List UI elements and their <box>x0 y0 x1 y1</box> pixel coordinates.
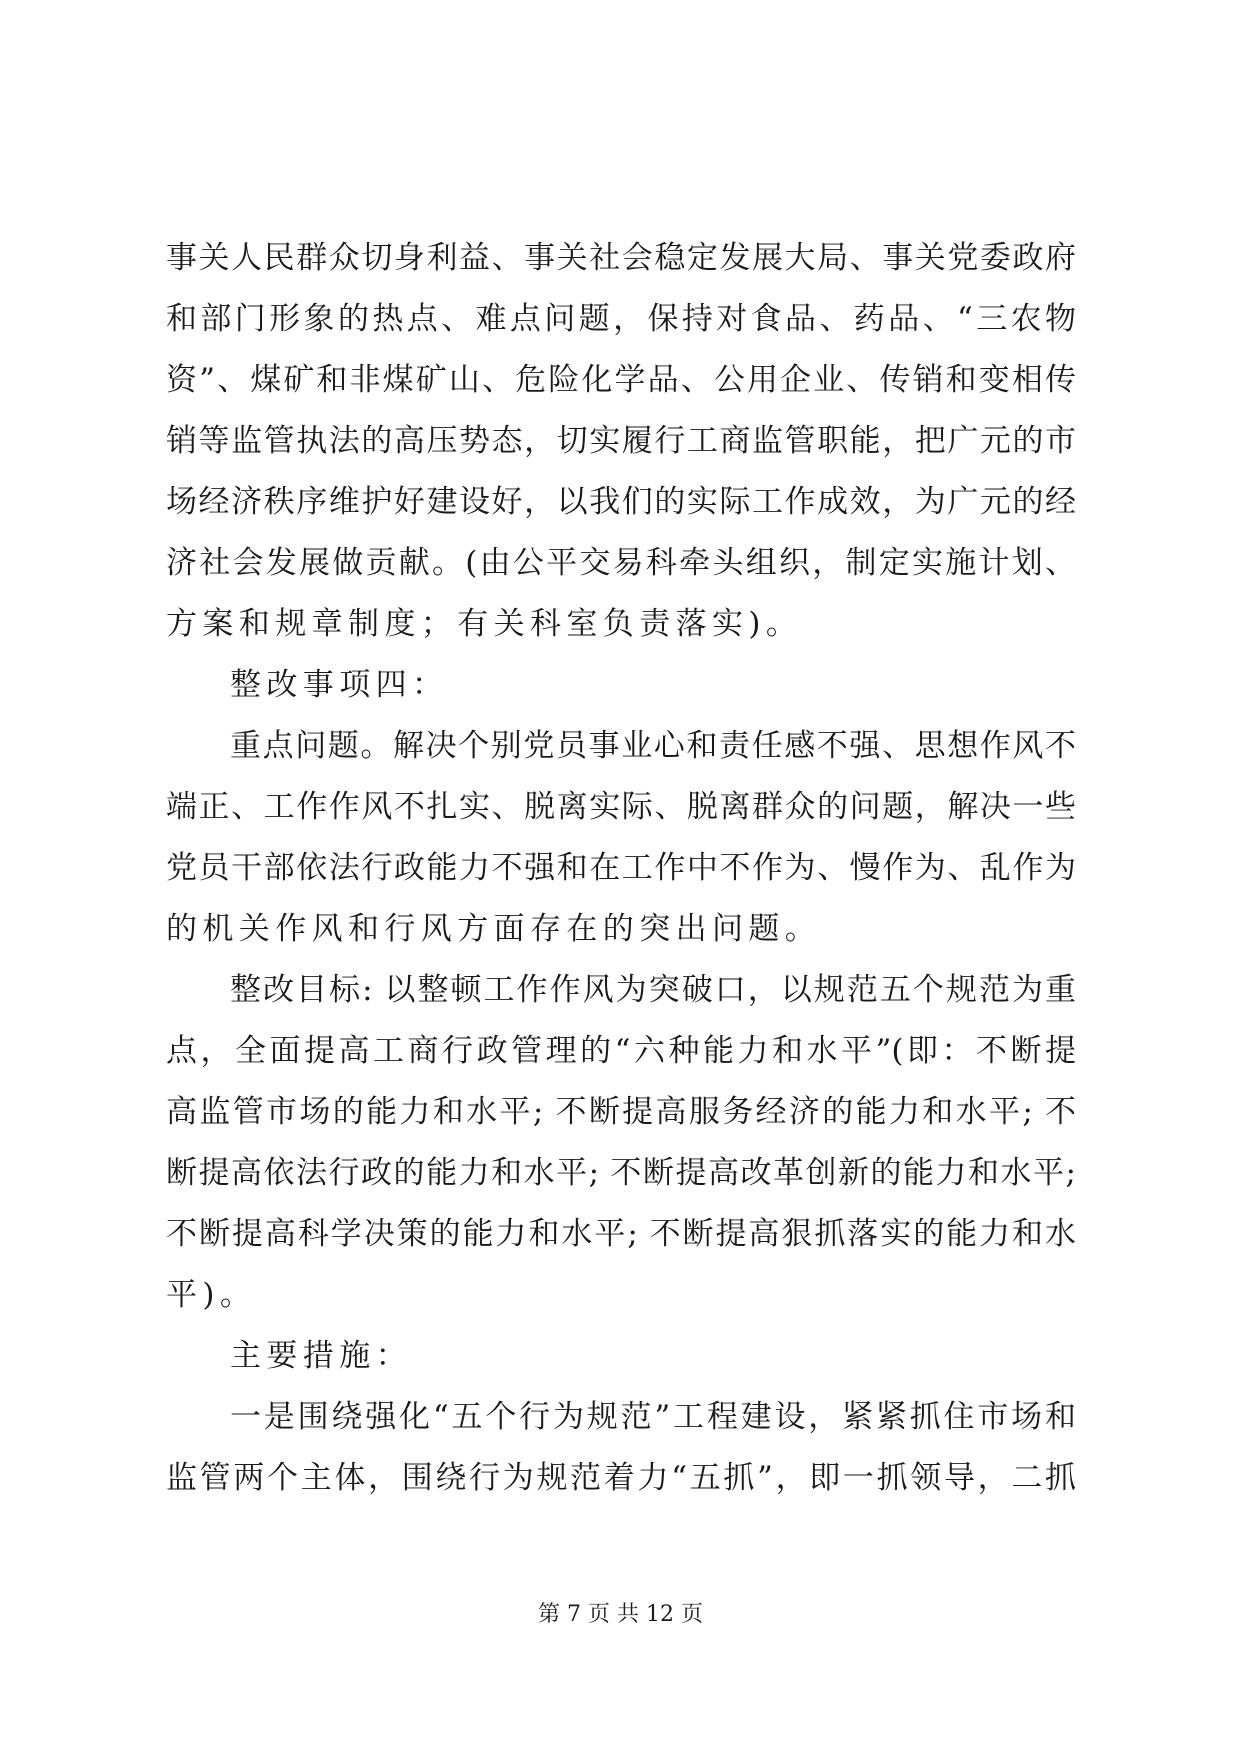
text-line-6: 济社会发展做贡献。(由公平交易科牵头组织，制定实施计划、 <box>166 545 1076 581</box>
text-line-12: 的机关作风和行风方面存在的突出问题。 <box>166 911 822 947</box>
section-heading-item-four: 整改事项四： <box>230 667 449 703</box>
text-line-21: 监管两个主体，围绕行为规范着力“五抓”，即一抓领导，二抓 <box>166 1460 1076 1496</box>
text-line-17: 不断提高科学决策的能力和水平; 不断提高狠抓落实的能力和水 <box>166 1216 1076 1252</box>
text-line-4: 销等监管执法的高压势态，切实履行工商监管职能，把广元的市 <box>166 423 1076 459</box>
text-line-15: 高监管市场的能力和水平; 不断提高服务经济的能力和水平; 不 <box>166 1094 1076 1130</box>
text-line-9: 重点问题。解决个别党员事业心和责任感不强、思想作风不 <box>230 728 1076 764</box>
text-line-2: 和部门形象的热点、难点问题，保持对食品、药品、“三农物 <box>166 301 1076 337</box>
text-line-10: 端正、工作作风不扎实、脱离实际、脱离群众的问题，解决一些 <box>166 789 1076 825</box>
text-line-13: 整改目标: 以整顿工作作风为突破口，以规范五个规范为重 <box>230 972 1076 1008</box>
section-heading-main-measures: 主要措施： <box>230 1338 412 1374</box>
text-line-18: 平)。 <box>166 1277 257 1313</box>
document-body <box>166 228 1076 1509</box>
text-line-20: 一是围绕强化“五个行为规范”工程建设，紧紧抓住市场和 <box>230 1399 1076 1435</box>
text-line-16: 断提高依法行政的能力和水平; 不断提高改革创新的能力和水平; <box>166 1155 1076 1191</box>
page-number-footer: 第 7 页 共 12 页 <box>538 1602 703 1627</box>
text-line-11: 党员干部依法行政能力不强和在工作中不作为、慢作为、乱作为 <box>166 850 1076 886</box>
text-line-14: 点，全面提高工商行政管理的“六种能力和水平”(即：不断提 <box>166 1033 1076 1069</box>
text-line-3: 资”、煤矿和非煤矿山、危险化学品、公用企业、传销和变相传 <box>166 362 1076 398</box>
text-line-5: 场经济秩序维护好建设好，以我们的实际工作成效，为广元的经 <box>166 484 1076 520</box>
text-line-1: 事关人民群众切身利益、事关社会稳定发展大局、事关党委政府 <box>166 240 1076 276</box>
text-line-7: 方案和规章制度；有关科室负责落实)。 <box>166 606 803 642</box>
